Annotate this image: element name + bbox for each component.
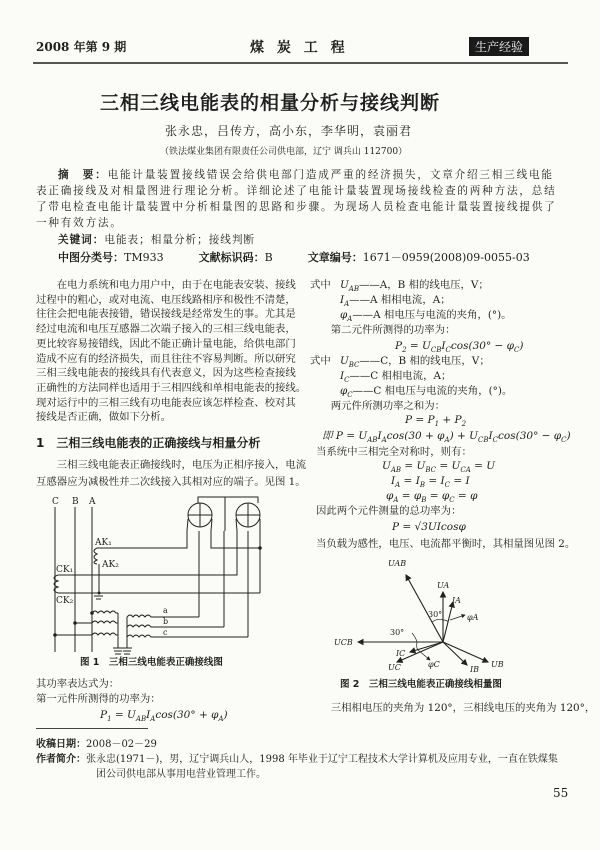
phase-a-label: A	[89, 497, 96, 507]
phasor-uc-label: UC	[388, 663, 401, 672]
phi-a-label: φA	[467, 613, 479, 622]
body-line: 第二元件所测得的功率为：	[310, 324, 456, 336]
variable-definition: 式中 $U_{AB}——A$，B 相的线电压，V；	[310, 279, 489, 294]
affiliation: （铁法煤业集团有限责任公司供电部，辽宁 调兵山 112700）	[160, 147, 408, 157]
abstract-label: 摘 要：	[58, 169, 108, 181]
author-bio: 作者简介：张永忠(1971－)，男，辽宁调兵山人，1998 年毕业于辽宁工程技术大学计算机及应用专业，一直在铁煤集	[36, 754, 558, 765]
terminal-a-label: a	[163, 606, 168, 615]
abstract-line: 了带电检查电能计量装置中分析相量图的思路和步骤。为现场人员检查电能计量装置接线提供了	[36, 201, 557, 213]
figure-2-caption: 图 2 三相三线电能表正确接线相量图	[340, 679, 502, 690]
body-line: 第一元件所测得的功率为：	[36, 693, 161, 705]
angle-30-label-2: 30°	[390, 628, 405, 637]
phasor-ic-label: IC	[396, 649, 406, 658]
phasor-ub-label: UB	[491, 660, 504, 669]
equation-p-total: P = √3UIcosφ	[392, 521, 466, 533]
issue-label: 2008 年第 9 期	[36, 40, 127, 54]
column-tag: 生产经验	[469, 37, 529, 56]
phi-c-label: φC	[428, 660, 440, 669]
body-line: 经过电流和电压互感器二次端子接入的三相三线电能表，	[36, 323, 296, 336]
abstract-line: 一种有效方法。	[36, 217, 123, 229]
body-line: 当负载为感性，电压、电流都平衡时，其相量图见图 2。	[316, 538, 576, 550]
figure-1-caption: 图 1 三相三线电能表正确接线图	[80, 657, 223, 668]
phase-b-label: B	[72, 497, 79, 507]
equation-p2: $P_2 = U_{CB}I_C\cos(30^\circ - \varphi_C)$	[395, 340, 524, 355]
classification-line: 中图分类号：TM933 文献标识码：B 文章编号：1671－0959(2008)09-0055-03	[58, 251, 530, 264]
equation-u: $U_{AB} = U_{BC} = U_{CA} = U$	[382, 460, 496, 475]
body-line: 往往会把电能表接错，错误接线是经常发生的事。尤其是	[36, 308, 296, 321]
phasor-ia-label: IA	[452, 596, 461, 605]
phasor-ucb-label: UCB	[334, 638, 353, 647]
body-line: 接线是否正确，做如下分析。	[36, 411, 172, 424]
page-number: 55	[553, 786, 569, 800]
body-line: 三相三线电能表正确接线时，电压为正相序接入，电流	[36, 459, 307, 471]
authors: 张永忠，吕传方，高小东，李华明，袁丽君	[165, 124, 413, 138]
variable-definition: $\varphi_C——C$ 相电压与电流的夹角，(°)。	[340, 385, 513, 400]
paper-title: 三相三线电能表的相量分析与接线判断	[100, 92, 441, 114]
phasor-ib-label: IB	[470, 665, 480, 674]
body-line: 现对运行中的三相三线有功电能表应该怎样检查、校对其	[36, 396, 296, 409]
section-heading: 1 三相三线电能表的正确接线与相量分析	[36, 436, 261, 450]
body-line: 在电力系统和电力用户中，由于在电能表安装、接线	[36, 279, 296, 291]
body-line: 造成不应有的经济损失，而且往往不容易判断。所以研究	[36, 352, 296, 365]
body-line: 其功率表达式为：	[36, 678, 120, 690]
phasor-ua-label: UA	[437, 581, 450, 590]
body-line: 三相相电压的夹角为 120°，三相线电压的夹角为 120°，	[310, 702, 596, 714]
phase-c-label: C	[52, 497, 59, 507]
angle-30-label: 30°	[428, 610, 443, 619]
variable-definition: $I_A——A$ 相相电流，A；	[340, 294, 451, 309]
equation-p1: $P_1 = U_{AB}I_A\cos(30^\circ + \varphi_A)$	[100, 709, 228, 724]
author-bio-cont: 团公司供电部从事用电营业管理工作。	[96, 769, 266, 780]
abstract-line: 摘 要：电能计量装置接线错误会给供电部门造成严重的经济损失，文章介绍三相三线电能	[58, 169, 554, 181]
terminal-c-label: c	[163, 628, 168, 637]
ak1-label: AK₁	[95, 538, 112, 548]
variable-definition: $I_C——C$ 相相电流，A；	[340, 370, 452, 385]
received-date: 收稿日期：2008－02－29	[36, 739, 157, 750]
terminal-b-label: b	[163, 617, 169, 626]
footnote-rule	[36, 728, 148, 729]
body-line: 因此两个元件测量的总功率为：	[316, 505, 462, 517]
journal-name: 煤 炭 工 程	[250, 40, 349, 56]
body-line: 互感器应为减极性并二次线接入其相对应的端子。见图 1。	[36, 476, 306, 488]
body-line: 两元件所测功率之和为：	[310, 400, 446, 412]
variable-definition: $\varphi_A——A$ 相电压与电流的夹角，(°)。	[340, 309, 512, 324]
body-line: 更比较容易接错线，因此不能正确计量电能，给供电部门	[36, 337, 296, 350]
body-line: 正确性的方法同样也适用于三相四线和单相电能表的接线。	[36, 381, 307, 394]
equation-phi: $\varphi_A = \varphi_B = \varphi_C = \varphi$	[386, 490, 478, 505]
ak2-label: AK₂	[102, 560, 119, 570]
variable-definition: 式中 $U_{BC}——C$，B 相的线电压，V；	[310, 355, 490, 370]
equation-i: $I_A = I_B = I_C = I$	[391, 475, 470, 490]
body-line: 当系统中三相完全对称时，则有：	[316, 446, 472, 458]
abstract-line: 表正确接线及对相量图进行理论分析。详细论述了电能计量装置现场接线检查的两种方法，总结	[36, 185, 557, 197]
keywords: 关键词：电能表；相量分析；接线判断	[58, 234, 256, 246]
ck1-label: CK₁	[56, 565, 74, 575]
equation-p-sum: $P = P_1 + P_2$	[405, 414, 467, 429]
phasor-uab-label: UAB	[388, 559, 407, 568]
equation-p-full: 即 $P = U_{AB}I_A\cos(30 + \varphi_A) + U_{CB}I_C\cos(30^\circ - \varphi_C)$	[322, 430, 571, 445]
ck2-label: CK₂	[56, 596, 74, 606]
body-line: 过程中的粗心，或对电流、电压线路相序和极性不清楚，	[36, 293, 296, 306]
body-line: 三相三线电能表的接线具有代表意义，因为这些检查接线	[36, 367, 296, 380]
